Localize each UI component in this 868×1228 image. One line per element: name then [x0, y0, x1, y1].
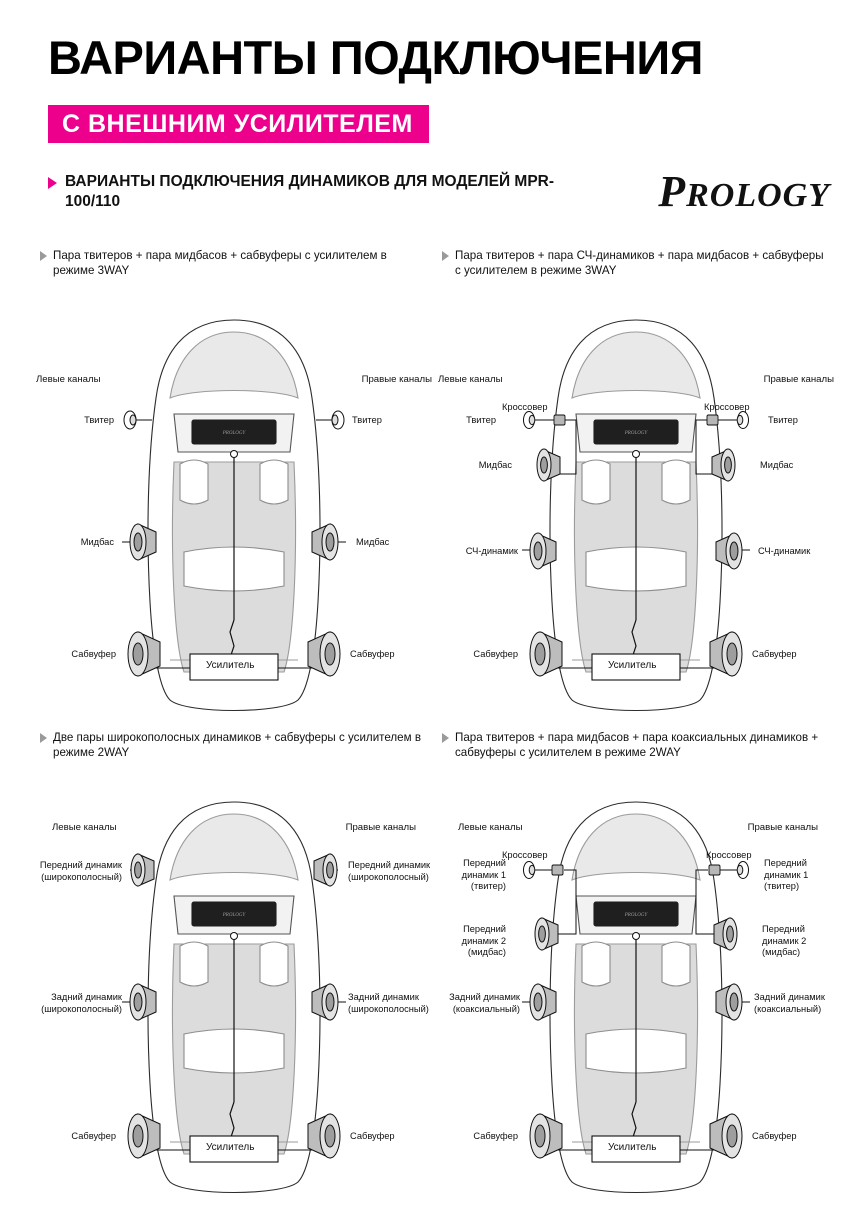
triangle-bullet-icon	[442, 251, 449, 261]
label-left-subwoofer: Сабвуфер	[71, 649, 116, 659]
brand-logo	[658, 166, 830, 217]
speaker-tweeter-left	[124, 411, 136, 429]
label-left-front-speaker: Передний динамик (широкополосный)	[39, 860, 122, 882]
label-right-channels: Правые каналы	[747, 822, 818, 833]
diagram-caption-1	[40, 248, 430, 278]
label-left-rear-speaker: Задний динамик (коаксиальный)	[449, 992, 520, 1014]
diagram-caption-text: Пара твитеров + пара мидбасов + сабвуферы с усилителем в режиме 3WAY	[53, 249, 387, 278]
head-unit-brand-text: PROLOGY	[222, 431, 246, 436]
speaker-front-broadband-right	[314, 854, 337, 886]
label-left-channels: Левые каналы	[458, 822, 523, 833]
label-amplifier: Усилитель	[206, 660, 255, 671]
label-right-midbass: Мидбас	[356, 537, 390, 547]
label-right-channels: Правые каналы	[763, 374, 834, 385]
label-right-channels: Правые каналы	[361, 374, 432, 385]
brand-logo-initial: P	[658, 167, 687, 216]
label-crossover-left: Кроссовер	[502, 402, 548, 412]
label-right-rear-speaker: Задний динамик (коаксиальный)	[754, 992, 825, 1014]
triangle-bullet-icon	[442, 733, 449, 743]
label-left-front-speaker-2: Передний динамик 2 (мидбас)	[461, 924, 506, 958]
diagram-panel-2	[436, 248, 836, 738]
diagram-body-3	[34, 784, 434, 1204]
label-amplifier: Усилитель	[608, 1142, 657, 1153]
label-left-midbass: Мидбас	[80, 537, 114, 547]
label-left-channels: Левые каналы	[438, 374, 503, 385]
speaker-front-broadband-left	[131, 854, 154, 886]
label-right-subwoofer: Сабвуфер	[752, 649, 797, 659]
label-right-front-speaker: Передний динамик (широкополосный)	[348, 860, 431, 882]
label-left-midbass: Мидбас	[478, 460, 512, 470]
head-unit-brand-text: PROLOGY	[624, 913, 648, 918]
section-heading	[48, 172, 568, 212]
label-crossover-right: Кроссовер	[706, 850, 752, 860]
crossover-box-right	[709, 865, 720, 875]
diagram-caption-3	[40, 730, 430, 760]
diagram-caption-text: Пара твитеров + пара мидбасов + пара коаксиальных динамиков + сабвуферы с усилителем в режиме 2WAY	[455, 731, 819, 760]
label-right-midbass: Мидбас	[760, 460, 794, 470]
label-right-front-speaker-1: Передний динамик 1 (твитер)	[764, 858, 809, 892]
section-heading-text: ВАРИАНТЫ ПОДКЛЮЧЕНИЯ ДИНАМИКОВ ДЛЯ МОДЕЛЕЙ MPR-100/110	[65, 173, 555, 210]
speaker-tweeter-right	[737, 412, 748, 429]
diagram-body-4	[436, 784, 836, 1204]
crossover-box-right	[707, 415, 718, 425]
label-left-mid: СЧ-динамик	[465, 546, 518, 556]
crossover-box-left	[554, 415, 565, 425]
triangle-bullet-icon	[48, 177, 57, 189]
label-right-tweeter: Твитер	[768, 415, 798, 425]
label-right-rear-speaker: Задний динамик (широкополосный)	[348, 992, 429, 1014]
diagram-panel-3	[34, 730, 434, 1220]
diagram-caption-2	[442, 248, 832, 278]
diagram-caption-text: Пара твитеров + пара СЧ-динамиков + пара мидбасов + сабвуферы с усилителем в режиме 3WAY	[455, 249, 824, 278]
speaker-tweeter-right	[332, 411, 344, 429]
label-crossover-left: Кроссовер	[502, 850, 548, 860]
subtitle-text: С ВНЕШНИМ УСИЛИТЕЛЕМ	[62, 109, 413, 138]
subtitle-banner	[48, 105, 429, 143]
label-right-tweeter: Твитер	[352, 415, 382, 425]
label-right-subwoofer: Сабвуфер	[350, 649, 395, 659]
diagram-caption-text: Две пары широкополосных динамиков + сабвуферы с усилителем в режиме 2WAY	[53, 731, 421, 760]
diagram-panel-1	[34, 248, 434, 738]
diagram-caption-4	[442, 730, 832, 760]
label-left-subwoofer: Сабвуфер	[473, 649, 518, 659]
label-amplifier: Усилитель	[206, 1142, 255, 1153]
label-left-subwoofer: Сабвуфер	[473, 1131, 518, 1141]
triangle-bullet-icon	[40, 251, 47, 261]
label-left-tweeter: Твитер	[84, 415, 114, 425]
page-title: ВАРИАНТЫ ПОДКЛЮЧЕНИЯ	[48, 31, 703, 84]
head-unit-brand-text: PROLOGY	[624, 431, 648, 436]
brand-logo-text: ROLOGY	[686, 177, 830, 214]
speaker-front-tweeter-left	[524, 862, 535, 879]
label-left-channels: Левые каналы	[36, 374, 101, 385]
diagram-panel-4	[436, 730, 836, 1220]
label-right-subwoofer: Сабвуфер	[752, 1131, 797, 1141]
diagram-body-1	[34, 302, 434, 722]
label-right-channels: Правые каналы	[345, 822, 416, 833]
label-right-mid: СЧ-динамик	[758, 546, 811, 556]
diagram-body-2	[436, 302, 836, 722]
label-amplifier: Усилитель	[608, 660, 657, 671]
label-right-front-speaker-2: Передний динамик 2 (мидбас)	[762, 924, 807, 958]
label-left-tweeter: Твитер	[466, 415, 496, 425]
speaker-front-tweeter-right	[737, 862, 748, 879]
triangle-bullet-icon	[40, 733, 47, 743]
speaker-tweeter-left	[524, 412, 535, 429]
crossover-box-left	[552, 865, 563, 875]
label-left-subwoofer: Сабвуфер	[71, 1131, 116, 1141]
label-left-rear-speaker: Задний динамик (широкополосный)	[41, 992, 122, 1014]
label-left-channels: Левые каналы	[52, 822, 117, 833]
label-right-subwoofer: Сабвуфер	[350, 1131, 395, 1141]
label-crossover-right: Кроссовер	[704, 402, 750, 412]
label-left-front-speaker-1: Передний динамик 1 (твитер)	[461, 858, 506, 892]
head-unit-brand-text: PROLOGY	[222, 913, 246, 918]
